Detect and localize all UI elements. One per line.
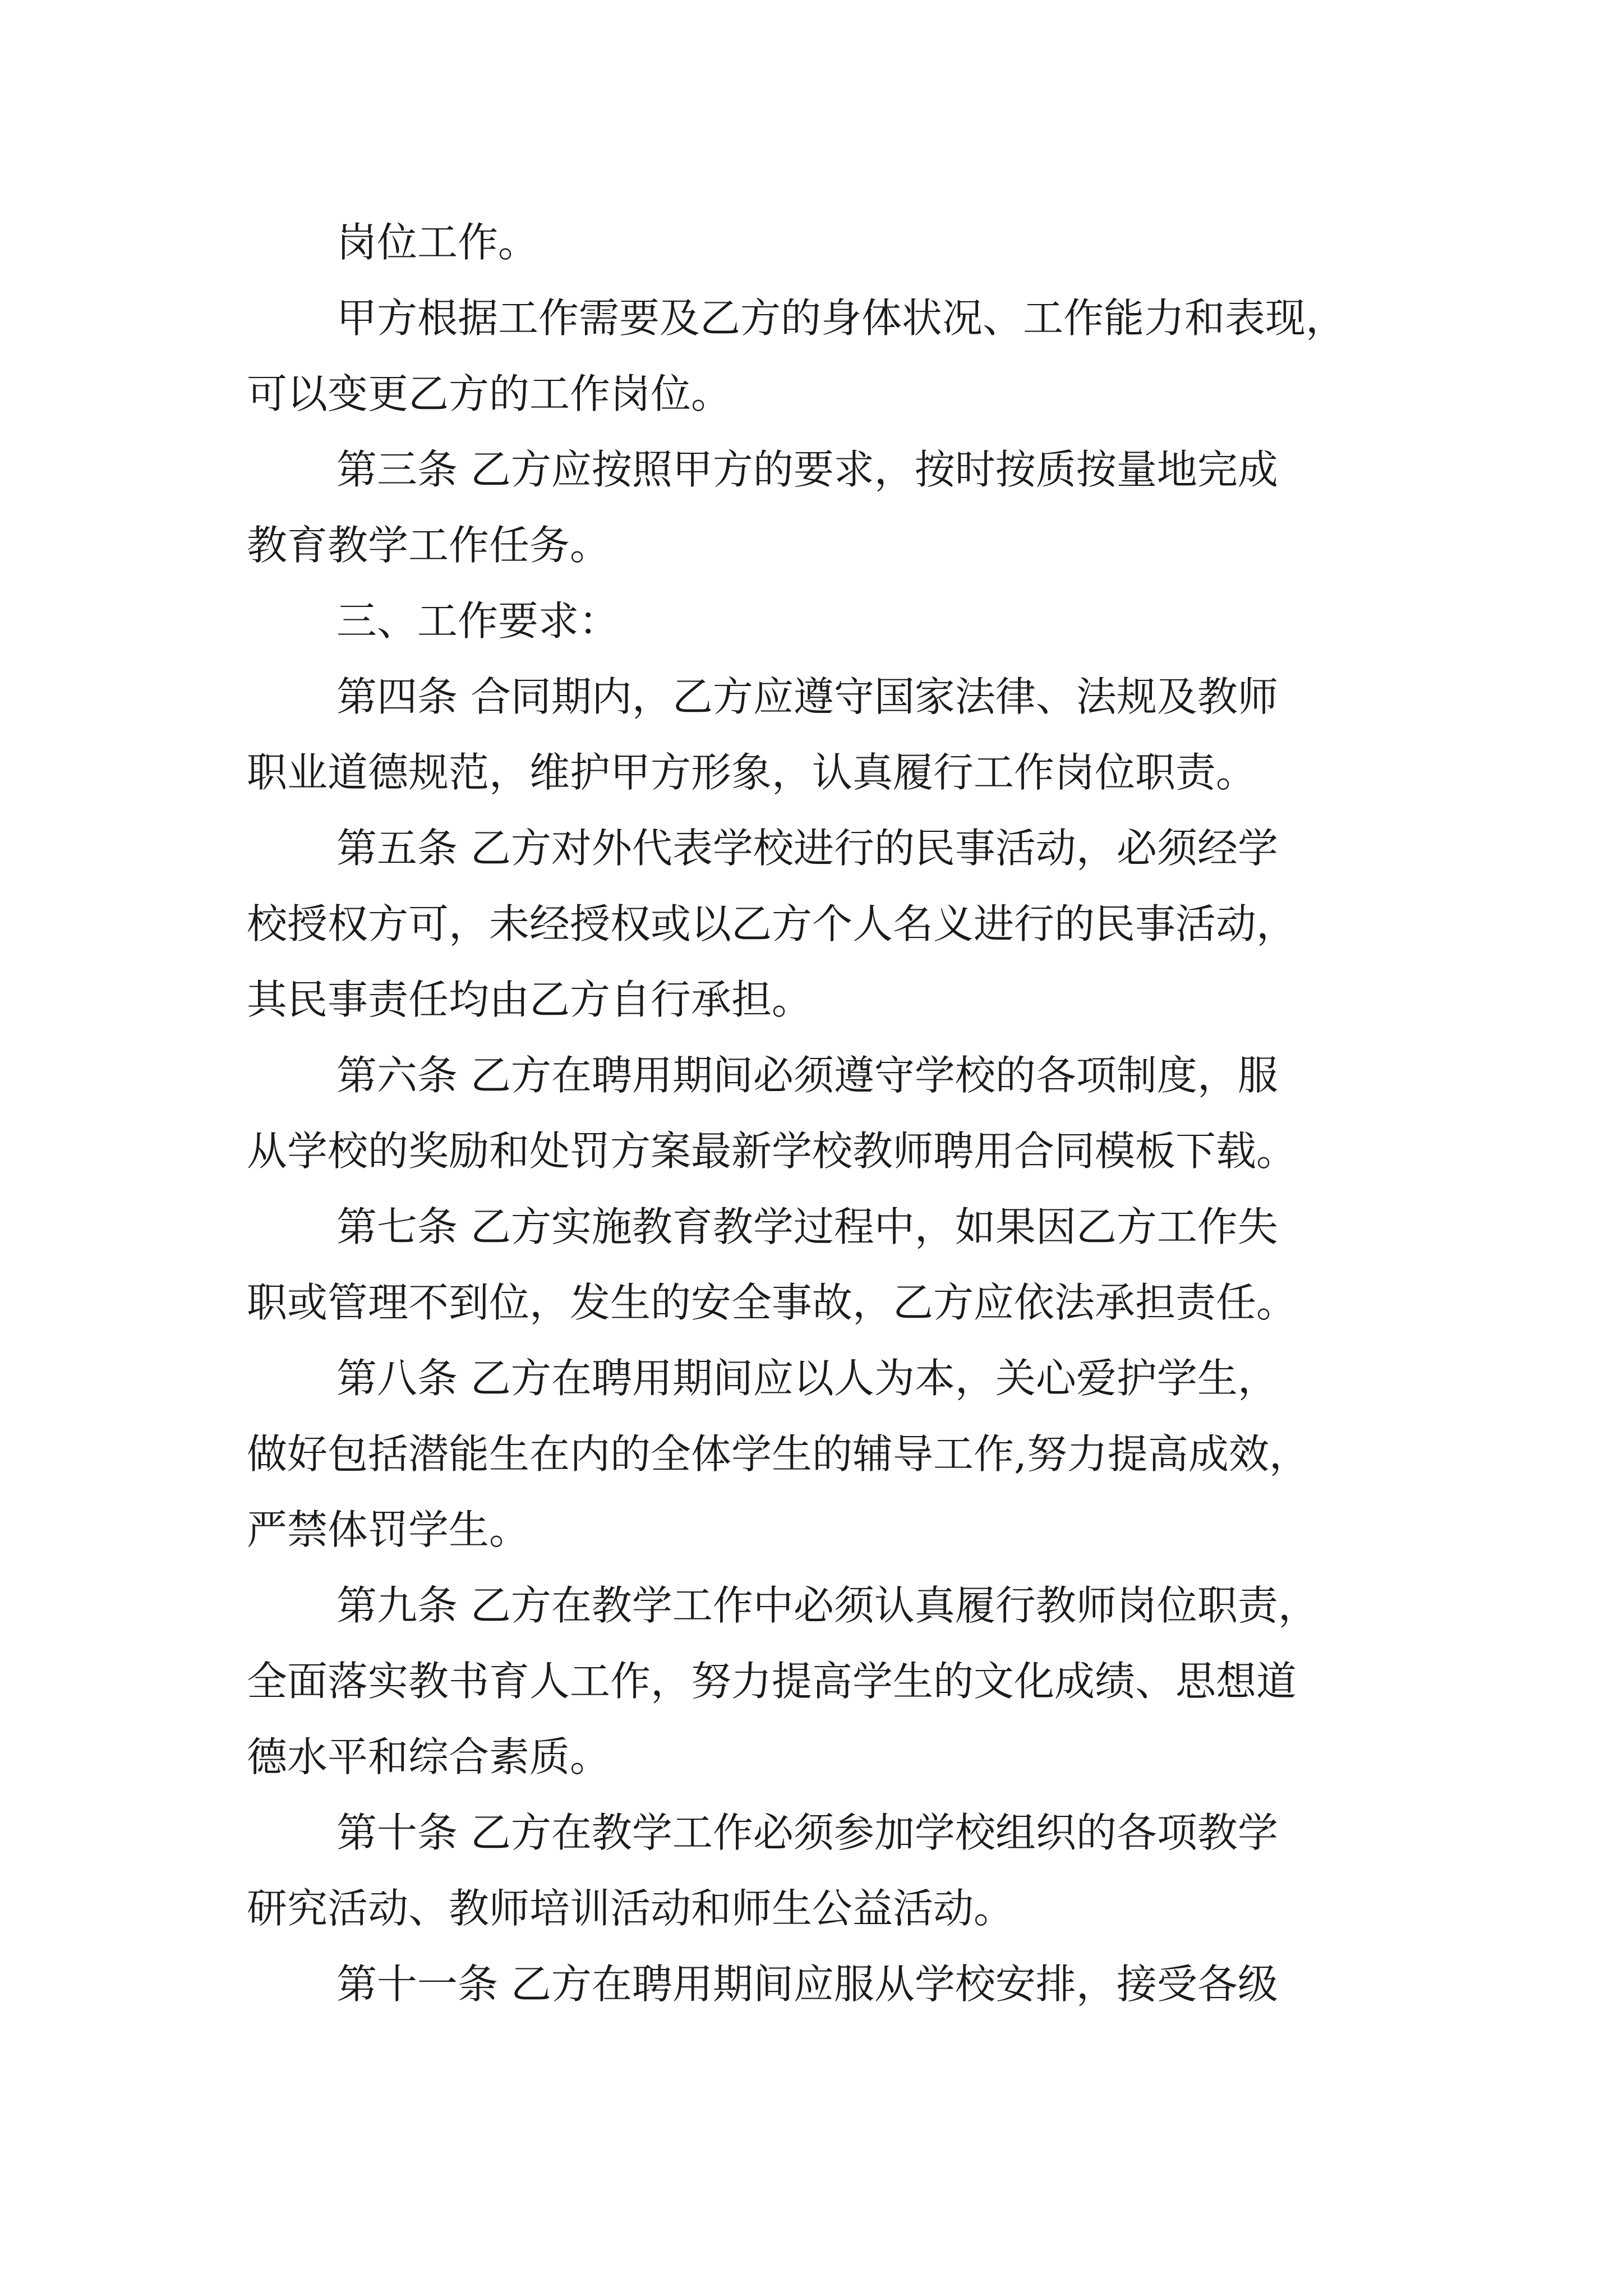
text-line: 研究活动、教师培训活动和师生公益活动。 (247, 1885, 1015, 1932)
text-line: 德水平和综合素质。 (247, 1733, 611, 1780)
section-heading: 三、工作要求： (336, 597, 620, 645)
text-line: 全面落实教书育人工作，努力提高学生的文化成绩、思想道 (247, 1658, 1297, 1705)
text-line: 第五条 乙方对外代表学校进行的民事活动，必须经学 (336, 825, 1278, 872)
text-line: 第八条 乙方在聘用期间应以人为本，关心爱护学生， (336, 1355, 1278, 1402)
text-line: 第六条 乙方在聘用期间必须遵守学校的各项制度，服 (336, 1052, 1278, 1099)
text-line: 第四条 合同期内，乙方应遵守国家法律、法规及教师 (336, 673, 1278, 720)
text-line: 第三条 乙方应按照甲方的要求，按时按质按量地完成 (336, 446, 1278, 493)
text-line: 其民事责任均由乙方自行承担。 (247, 976, 813, 1023)
text-line: 岗位工作。 (336, 219, 539, 266)
text-line: 从学校的奖励和处罚方案最新学校教师聘用合同模板下载。 (247, 1128, 1297, 1175)
text-line: 做好包括潜能生在内的全体学生的辅导工作,努力提高成效， (247, 1430, 1310, 1478)
text-line: 第十一条 乙方在聘用期间应服从学校安排，接受各级 (336, 1961, 1278, 2008)
text-line: 教育教学工作任务。 (247, 522, 611, 569)
text-line: 甲方根据工作需要及乙方的身体状况、工作能力和表现， (336, 295, 1347, 342)
text-line: 职业道德规范，维护甲方形象，认真履行工作岗位职责。 (247, 749, 1257, 796)
text-line: 严禁体罚学生。 (247, 1506, 530, 1553)
text-line: 第七条 乙方实施教育教学过程中，如果因乙方工作失 (336, 1203, 1278, 1250)
text-line: 第十条 乙方在教学工作必须参加学校组织的各项教学 (336, 1809, 1278, 1856)
text-line: 校授权方可，未经授权或以乙方个人名义进行的民事活动， (247, 900, 1297, 947)
text-line: 可以变更乙方的工作岗位。 (247, 370, 732, 417)
text-line: 职或管理不到位，发生的安全事故，乙方应依法承担责任。 (247, 1279, 1297, 1326)
text-line: 第九条 乙方在教学工作中必须认真履行教师岗位职责， (336, 1582, 1318, 1629)
